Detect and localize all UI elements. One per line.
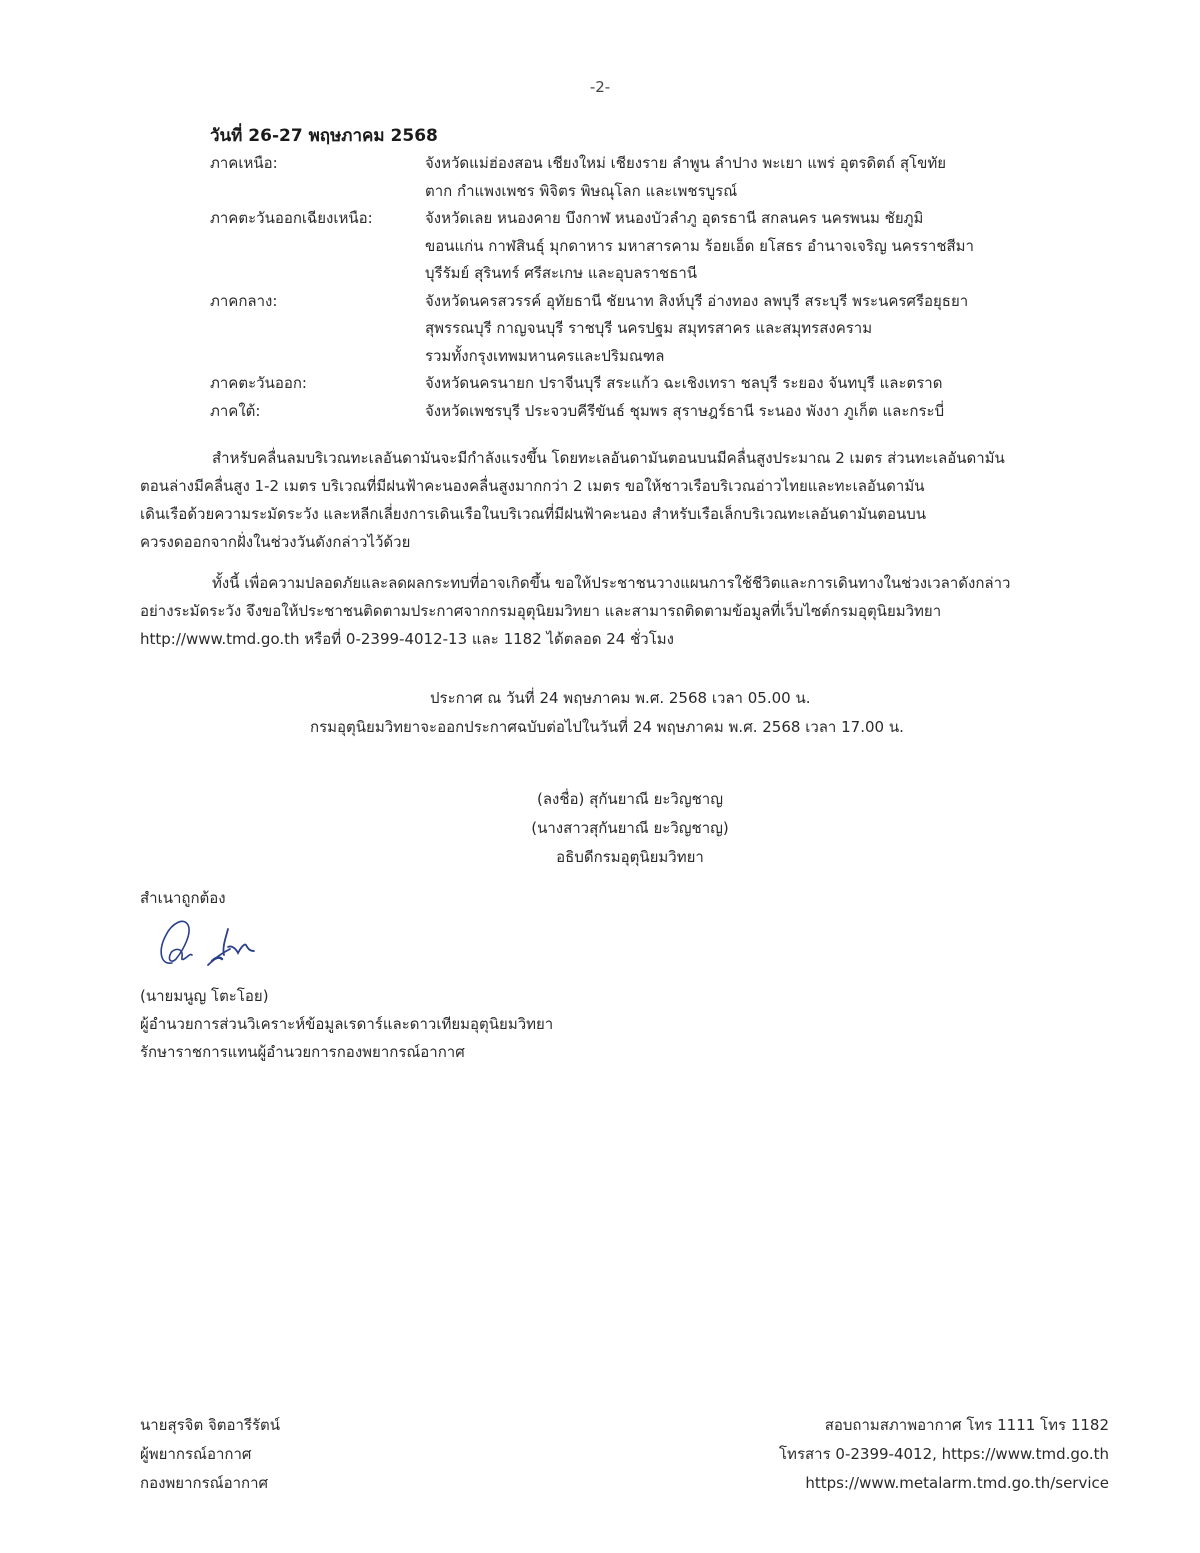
region-east — [210, 370, 1090, 398]
region-provinces-line: จังหวัดเพชรบุรี ประจวบคีรีขันธ์ ชุมพร สุราษฎร์ธานี ระนอง พังงา ภูเก็ต และกระบี่ — [425, 401, 945, 420]
paragraph-line: อย่างระมัดระวัง จึงขอให้ประชาชนติดตามประกาศจากกรมอุตุนิยมวิทยา และสามารถติดตามข้อมูลที่เว็บไซต์กรมอุตุนิยมวิทยา — [140, 602, 942, 620]
copy-person-name: (นายมนูญ โตะโอย) — [140, 987, 269, 1005]
certified-copy-label: สำเนาถูกต้อง — [140, 889, 226, 907]
certified-copy-person — [140, 982, 840, 1066]
paragraph-line: ทั้งนี้ เพื่อความปลอดภัยและลดผลกระทบที่อาจเกิดขึ้น ขอให้ประชาชนวางแผนการใช้ชีวิตและการเดินทางในช่วงเวลาดังกล่าว — [212, 574, 1011, 592]
copy-person-acting: รักษาราชการแทนผู้อำนวยการกองพยากรณ์อากาศ — [140, 1043, 465, 1061]
paragraph-line: ตอนล่างมีคลื่นสูง 1-2 เมตร บริเวณที่มีฝนฟ้าคะนองคลื่นสูงมากกว่า 2 เมตร ขอให้ชาวเรือบริเวณอ่าวไทยและทะเลอันดามัน — [140, 477, 925, 495]
region-provinces-line: จังหวัดเลย หนองคาย บึงกาฬ หนองบัวลำภู อุดรธานี สกลนคร นครพนม ชัยภูมิ — [425, 209, 924, 227]
region-label: ภาคกลาง: — [210, 291, 278, 310]
contact-metalarm-url: https://www.metalarm.tmd.go.th/service — [805, 1474, 1109, 1492]
region-label: ภาคเหนือ: — [210, 154, 278, 172]
date-heading: วันที่ 26-27 พฤษภาคม 2568 — [210, 126, 438, 146]
footer-right — [779, 1411, 1109, 1498]
region-label: ภาคตะวันออกเฉียงเหนือ: — [210, 209, 373, 227]
signer-block — [480, 785, 780, 872]
copy-person-position: ผู้อำนวยการส่วนวิเคราะห์ข้อมูลเรดาร์และดาวเทียมอุตุนิยมวิทยา — [140, 1015, 554, 1033]
handwritten-signature — [150, 915, 270, 975]
announcement-issued: ประกาศ ณ วันที่ 24 พฤษภาคม พ.ศ. 2568 เวลา 05.00 น. — [430, 689, 811, 707]
safety-paragraph — [140, 569, 1075, 653]
signer-title: อธิบดีกรมอุตุนิยมวิทยา — [556, 848, 704, 866]
region-provinces-line: จังหวัดนครนายก ปราจีนบุรี สระแก้ว ฉะเชิงเทรา ชลบุรี ระยอง จันทบุรี และตราด — [425, 374, 943, 392]
wave-paragraph — [140, 444, 1075, 556]
paragraph-line: เดินเรือด้วยความระมัดระวัง และหลีกเลี่ยงการเดินเรือในบริเวณที่มีฝนฟ้าคะนอง สำหรับเรือเล็กบริเวณทะเลอันดามันตอนบน — [140, 505, 927, 523]
regions-list — [210, 150, 1090, 425]
region-label: ภาคตะวันออก: — [210, 374, 307, 392]
signer-full-name: (นางสาวสุกันยาณี ยะวิญชาญ) — [531, 819, 729, 837]
region-provinces-line: ตาก กำแพงเพชร พิจิตร พิษณุโลก และเพชรบูรณ์ — [425, 181, 738, 200]
region-provinces-line: สุพรรณบุรี กาญจนบุรี ราชบุรี นครปฐม สมุทรสาคร และสมุทรสงคราม — [425, 319, 873, 337]
announcement-block — [0, 684, 1200, 742]
forecaster-division: กองพยากรณ์อากาศ — [140, 1474, 269, 1492]
region-south — [210, 398, 1090, 426]
signature-icon — [150, 915, 270, 975]
region-north — [210, 150, 1090, 205]
contact-fax-web: โทรสาร 0-2399-4012, https://www.tmd.go.th — [779, 1445, 1109, 1463]
region-provinces-line: รวมทั้งกรุงเทพมหานครและปริมณฑล — [425, 346, 665, 365]
paragraph-line: ควรงดออกจากฝั่งในช่วงวันดังกล่าวไว้ด้วย — [140, 533, 411, 551]
contact-phone: สอบถามสภาพอากาศ โทร 1111 โทร 1182 — [824, 1416, 1109, 1434]
region-provinces-line: จังหวัดแม่ฮ่องสอน เชียงใหม่ เชียงราย ลำพูน ลำปาง พะเยา แพร่ อุตรดิตถ์ สุโขทัย — [425, 154, 947, 172]
region-label: ภาคใต้: — [210, 401, 261, 420]
region-central — [210, 288, 1090, 371]
announcement-next: กรมอุตุนิยมวิทยาจะออกประกาศฉบับต่อไปในวันที่ 24 พฤษภาคม พ.ศ. 2568 เวลา 17.00 น. — [310, 718, 904, 736]
region-northeast — [210, 205, 1090, 288]
region-provinces-line: จังหวัดนครสวรรค์ อุทัยธานี ชัยนาท สิงห์บุรี อ่างทอง ลพบุรี สระบุรี พระนครศรีอยุธยา — [425, 291, 969, 310]
region-provinces-line: ขอนแก่น กาฬสินธุ์ มุกดาหาร มหาสารคาม ร้อยเอ็ด ยโสธร อำนาจเจริญ นครราชสีมา — [425, 236, 974, 255]
page-number: -2- — [589, 78, 611, 96]
signer-signed: (ลงชื่อ) สุกันยาณี ยะวิญชาญ — [537, 790, 723, 808]
region-provinces-line: บุรีรัมย์ สุรินทร์ ศรีสะเกษ และอุบลราชธานี — [425, 264, 698, 282]
footer-left — [140, 1411, 280, 1498]
forecaster-name: นายสุรจิต จิตอารีรัตน์ — [140, 1416, 281, 1434]
paragraph-line: สำหรับคลื่นลมบริเวณทะเลอันดามันจะมีกำลังแรงขึ้น โดยทะเลอันดามันตอนบนมีคลื่นสูงประมาณ 2 เมตร ส่วนทะเลอันดามัน — [212, 449, 1005, 467]
forecaster-role: ผู้พยากรณ์อากาศ — [140, 1445, 252, 1463]
paragraph-line: http://www.tmd.go.th หรือที่ 0-2399-4012-13 และ 1182 ได้ตลอด 24 ชั่วโมง — [140, 630, 674, 648]
